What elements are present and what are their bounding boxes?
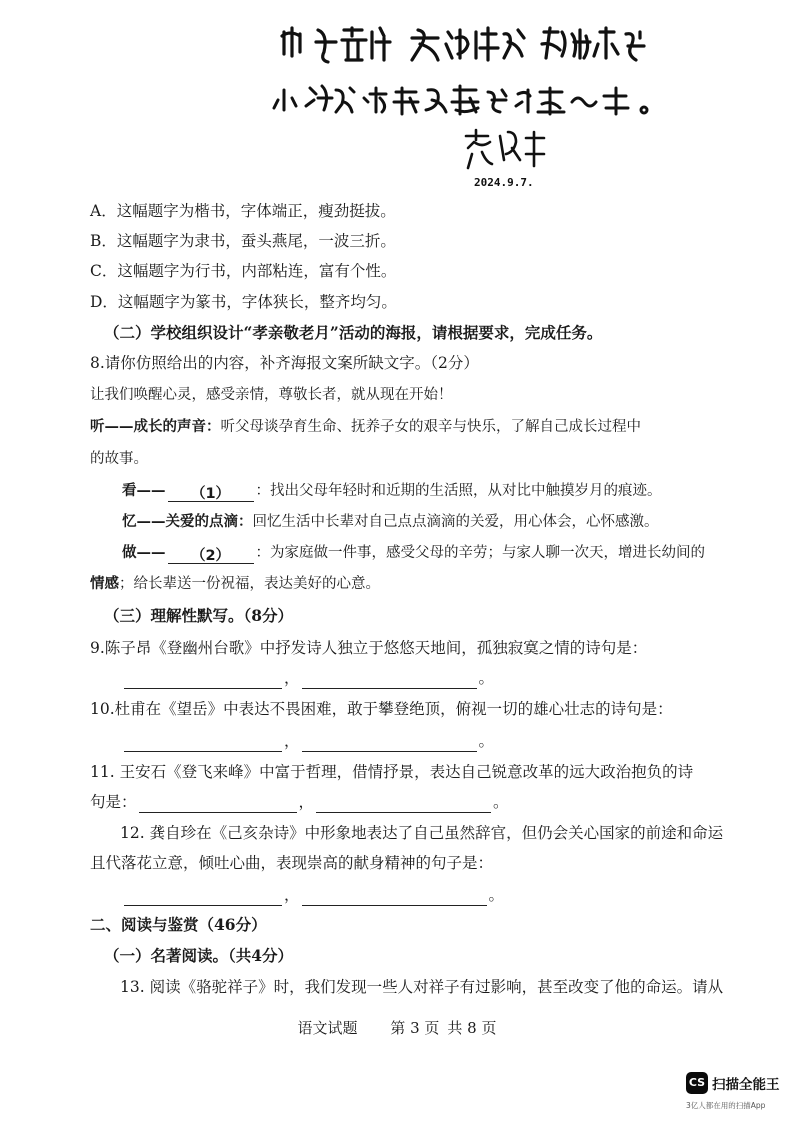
footer-page: 第 3 页 <box>390 1019 440 1037</box>
q9-blank-2[interactable] <box>302 670 477 689</box>
recall-text: 回忆生活中长辈对自己点点滴滴的关爱，用心体会，心怀感激。 <box>252 514 659 530</box>
q7-option-b: B．这幅题字为隶书，蚕头燕尾，一波三折。 <box>90 232 396 250</box>
q9-text: 9.陈子昂《登幽州台歌》中抒发诗人独立于悠悠天地间，孤独寂寞之情的诗句是： <box>90 639 648 657</box>
footer-subject: 语文试题 <box>297 1019 358 1037</box>
q7-option-c: C．这幅题字为行书，内部粘连，富有个性。 <box>90 262 397 280</box>
camscanner-logo-icon: CS <box>686 1072 708 1094</box>
q8-intro: 让我们唤醒心灵，感受亲情，尊敬长者，就从现在开始！ <box>90 387 453 403</box>
q11-lead: 句是： <box>90 793 137 811</box>
scanner-name: 扫描全能王 <box>712 1077 780 1093</box>
q11-line2 <box>90 791 509 813</box>
handwritten-date: 2024.9.7. <box>474 176 534 189</box>
footer-total: 共 8 页 <box>447 1019 497 1037</box>
comma: ， <box>284 669 300 687</box>
scanner-watermark <box>686 1072 790 1118</box>
handwriting-image <box>270 14 670 194</box>
calligraphy-inscription <box>270 14 670 194</box>
scanner-tagline: 3亿人都在用的扫描App <box>686 1101 766 1110</box>
listen-label: 听——成长的声音： <box>90 419 221 435</box>
period: 。 <box>478 669 495 687</box>
q11-blank-1[interactable] <box>139 794 297 813</box>
q12-line2: 且代落花立意，倾吐心曲，表现崇高的献身精神的句子是： <box>90 854 494 872</box>
part2-subtitle: （一）名著阅读。（共4分） <box>104 946 294 965</box>
look-text: ：找出父母年轻时和近期的生活照，从对比中触摸岁月的痕迹。 <box>255 483 662 499</box>
q12-line1: 12. 龚自珍在《己亥杂诗》中形象地表达了自己虽然辞官，但仍会关心国家的前途和命运 <box>120 824 724 842</box>
q8-do-line <box>122 542 705 564</box>
comma: ， <box>284 732 300 750</box>
q10-text: 10.杜甫在《望岳》中表达不畏困难，敢于攀登绝顶，俯视一切的雄心壮志的诗句是： <box>90 700 673 718</box>
part2-title: 二、阅读与鉴赏（46分） <box>90 915 267 934</box>
period: 。 <box>493 793 509 811</box>
look-label: 看—— <box>122 483 166 499</box>
q12-blank-1[interactable] <box>124 887 282 906</box>
do-cont: ；给长辈送一份祝福，表达美好的心意。 <box>119 576 380 592</box>
blank-1[interactable]: （1） <box>168 483 254 502</box>
listen-text: 听父母谈孕育生命、抚养子女的艰辛与快乐，了解自己成长过程中 <box>220 419 641 435</box>
q8-look-line <box>122 480 662 502</box>
q7-option-d: D．这幅题字为篆书，字体狭长，整齐均匀。 <box>90 293 397 311</box>
blank-2[interactable]: （2） <box>168 545 254 564</box>
period: 。 <box>488 886 505 904</box>
q8-listen-cont: 的故事。 <box>90 451 148 467</box>
q8-recall-line <box>122 511 659 533</box>
q11-line1: 11. 王安石《登飞来峰》中富于哲理，借情抒景，表达自己锐意改革的远大政治抱负的诗 <box>90 763 694 781</box>
comma: ， <box>298 793 315 811</box>
q10-blank-1[interactable] <box>124 733 282 752</box>
section2-title: （二）学校组织设计“孝亲敬老月”活动的海报，请根据要求，完成任务。 <box>104 323 603 342</box>
q12-blank-2[interactable] <box>302 887 487 906</box>
do-text: ：为家庭做一件事，感受父母的辛劳；与家人聊一次天，增进长幼间的 <box>255 545 705 561</box>
q8-listen-line <box>90 416 641 438</box>
q10-answer <box>122 730 494 752</box>
page-footer <box>0 1017 794 1038</box>
q8-prompt: 8.请你仿照给出的内容，补齐海报文案所缺文字。（2分） <box>90 354 479 372</box>
do-label: 做—— <box>122 545 166 561</box>
q9-blank-1[interactable] <box>124 670 282 689</box>
do-cont-bold: 情感 <box>90 576 119 592</box>
comma: ， <box>284 886 300 904</box>
q7-option-a: A．这幅题字为楷书，字体端正，瘦劲挺拔。 <box>90 202 396 220</box>
q12-answer <box>122 884 504 906</box>
q8-do-cont <box>90 573 380 595</box>
q13-text: 13. 阅读《骆驼祥子》时，我们发现一些人对祥子有过影响，甚至改变了他的命运。请从 <box>120 978 724 996</box>
period: 。 <box>478 732 495 750</box>
section3-title: （三）理解性默写。（8分） <box>104 606 294 625</box>
recall-label: 忆——关爱的点滴： <box>122 514 253 530</box>
q11-blank-2[interactable] <box>316 794 491 813</box>
q10-blank-2[interactable] <box>302 733 477 752</box>
q9-answer <box>122 667 494 689</box>
